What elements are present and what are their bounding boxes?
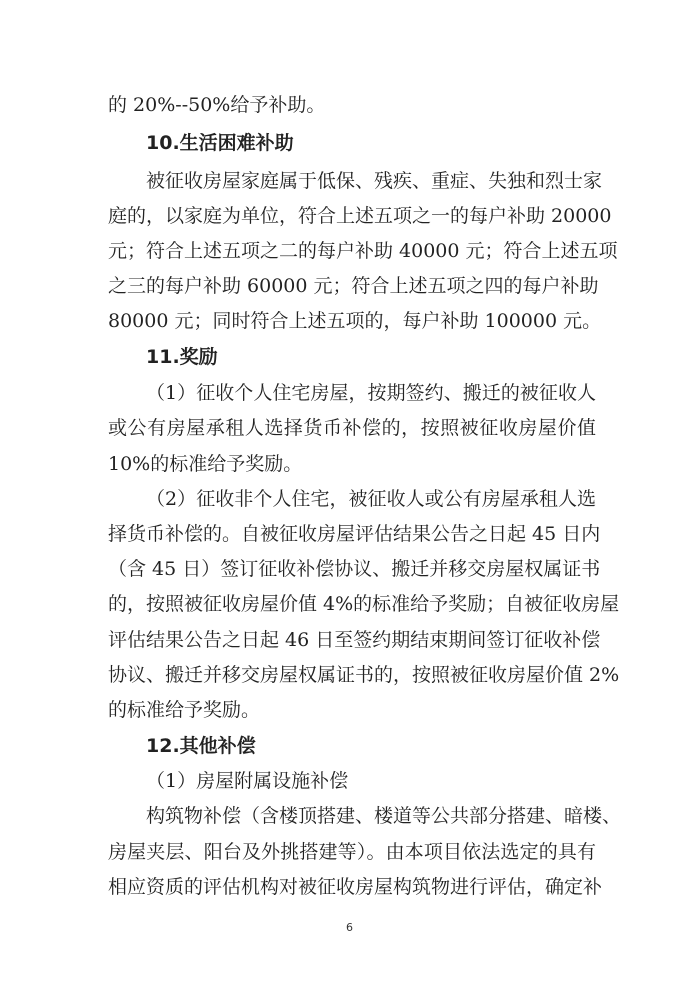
text-line: （含 45 日）签订征收补偿协议、搬迁并移交房屋权属证书 bbox=[108, 558, 601, 580]
text-line: 择货币补偿的。自被征收房屋评估结果公告之日起 45 日内 bbox=[108, 523, 601, 545]
text-line: 被征收房屋家庭属于低保、残疾、重症、失独和烈士家 bbox=[146, 170, 603, 192]
text-line: （2）征收非个人住宅，被征收人或公有房屋承租人选 bbox=[146, 488, 596, 510]
text-line: 的，按照被征收房屋价值 4%的标准给予奖励；自被征收房屋 bbox=[108, 593, 620, 615]
text-line: 10%的标准给予奖励。 bbox=[108, 453, 303, 475]
text-line: 相应资质的评估机构对被征收房屋构筑物进行评估，确定补 bbox=[108, 876, 603, 898]
text-line: 元；符合上述五项之二的每户补助 40000 元；符合上述五项 bbox=[108, 240, 618, 262]
text-line: 或公有房屋承租人选择货币补偿的，按照被征收房屋价值 bbox=[108, 417, 596, 439]
text-line: 之三的每户补助 60000 元；符合上述五项之四的每户补助 bbox=[108, 275, 599, 297]
text-line: 的标准给予奖励。 bbox=[108, 699, 261, 721]
text-line: 的 20%--50%给予补助。 bbox=[108, 94, 326, 116]
text-line: 80000 元；同时符合上述五项的，每户补助 100000 元。 bbox=[108, 310, 602, 332]
section-heading-11: 11.奖励 bbox=[146, 346, 218, 368]
text-line: 评估结果公告之日起 46 日至签约期结束期间签订征收补偿 bbox=[108, 629, 601, 651]
text-line: 协议、搬迁并移交房屋权属证书的，按照被征收房屋价值 2% bbox=[108, 664, 620, 686]
text-line: （1）征收个人住宅房屋，按期签约、搬迁的被征收人 bbox=[146, 382, 596, 404]
text-line: 庭的，以家庭为单位，符合上述五项之一的每户补助 20000 bbox=[108, 205, 612, 227]
section-heading-12: 12.其他补偿 bbox=[146, 735, 256, 757]
text-line: （1）房屋附属设施补偿 bbox=[146, 770, 349, 792]
page-number: 6 bbox=[346, 921, 353, 934]
section-heading-10: 10.生活困难补助 bbox=[146, 132, 294, 154]
text-line: 房屋夹层、阳台及外挑搭建等）。由本项目依法选定的具有 bbox=[108, 841, 596, 863]
text-line: 构筑物补偿（含楼顶搭建、楼道等公共部分搭建、暗楼、 bbox=[146, 805, 622, 827]
